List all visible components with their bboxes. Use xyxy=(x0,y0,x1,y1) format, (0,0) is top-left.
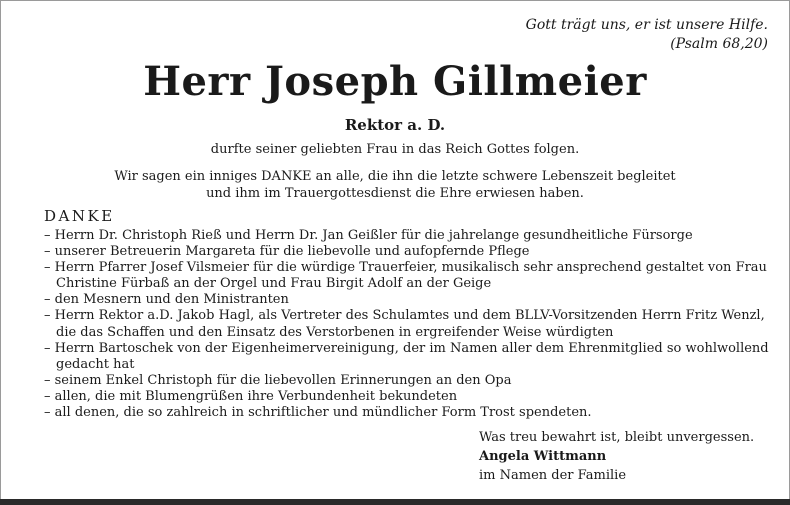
thanks-intro-line-1: Wir sagen ein inniges DANKE an alle, die ihn die letzte schwere Lebenszeit begleitet xyxy=(114,169,676,184)
motto-block xyxy=(526,16,768,54)
closing-quote: Was treu bewahrt ist, bleibt unvergessen. xyxy=(479,430,755,445)
announcement-text: durfte seiner geliebten Frau in das Reich Gottes folgen. xyxy=(210,142,580,157)
list-item: – Herrn Dr. Christoph Rieß und Herrn Dr. Jan Geißler für die jahrelange gesundheitliche Fürsorge xyxy=(44,228,693,243)
closing-block xyxy=(479,428,754,485)
motto-reference: (Psalm 68,20) xyxy=(670,36,768,52)
signer-name: Angela Wittmann xyxy=(479,449,607,464)
list-item: – Herrn Bartoschek von der Eigenheimervereinigung, der im Namen aller dem Ehrenmitglied so wohlwollend gedacht hat xyxy=(44,340,769,372)
list-item: – unserer Betreuerin Margareta für die liebevolle und aufopfernde Pflege xyxy=(44,244,530,260)
bottom-border xyxy=(0,499,790,505)
thanks-list xyxy=(44,228,774,421)
on-behalf-text: im Namen der Familie xyxy=(479,468,627,483)
list-item: – all denen, die so zahlreich in schriftlicher und mündlicher Form Trost spendeten. xyxy=(44,405,592,421)
deceased-title: Rektor a. D. xyxy=(344,116,446,134)
list-item: – allen, die mit Blumengrüßen ihre Verbundenheit bekundeten xyxy=(44,388,458,404)
deceased-name: Herr Joseph Gillmeier xyxy=(143,58,647,105)
list-item: – Herrn Pfarrer Josef Vilsmeier für die würdige Trauerfeier, musikalisch sehr ansprechend gestaltet von Frau Christine Fürbaß an der Orgel und Frau Birgit Adolf an der Geige xyxy=(44,260,767,292)
list-item: – seinem Enkel Christoph für die liebevollen Erinnerungen an den Opa xyxy=(44,372,512,388)
danke-heading: DANKE xyxy=(44,207,115,225)
list-item: – Herrn Rektor a.D. Jakob Hagl, als Vertreter des Schulamtes und dem BLLV-Vorsitzenden Herrn Fritz Wenzl, die das Schaffen und den Einsatz des Verstorbenen in ergreifender Weise würdigten xyxy=(44,308,765,340)
thanks-intro-line-2: und ihm im Trauergottesdienst die Ehre erwiesen haben. xyxy=(206,186,584,201)
list-item: – den Mesnern und den Ministranten xyxy=(44,292,289,308)
motto-quote: Gott trägt uns, er ist unsere Hilfe. xyxy=(525,17,768,33)
